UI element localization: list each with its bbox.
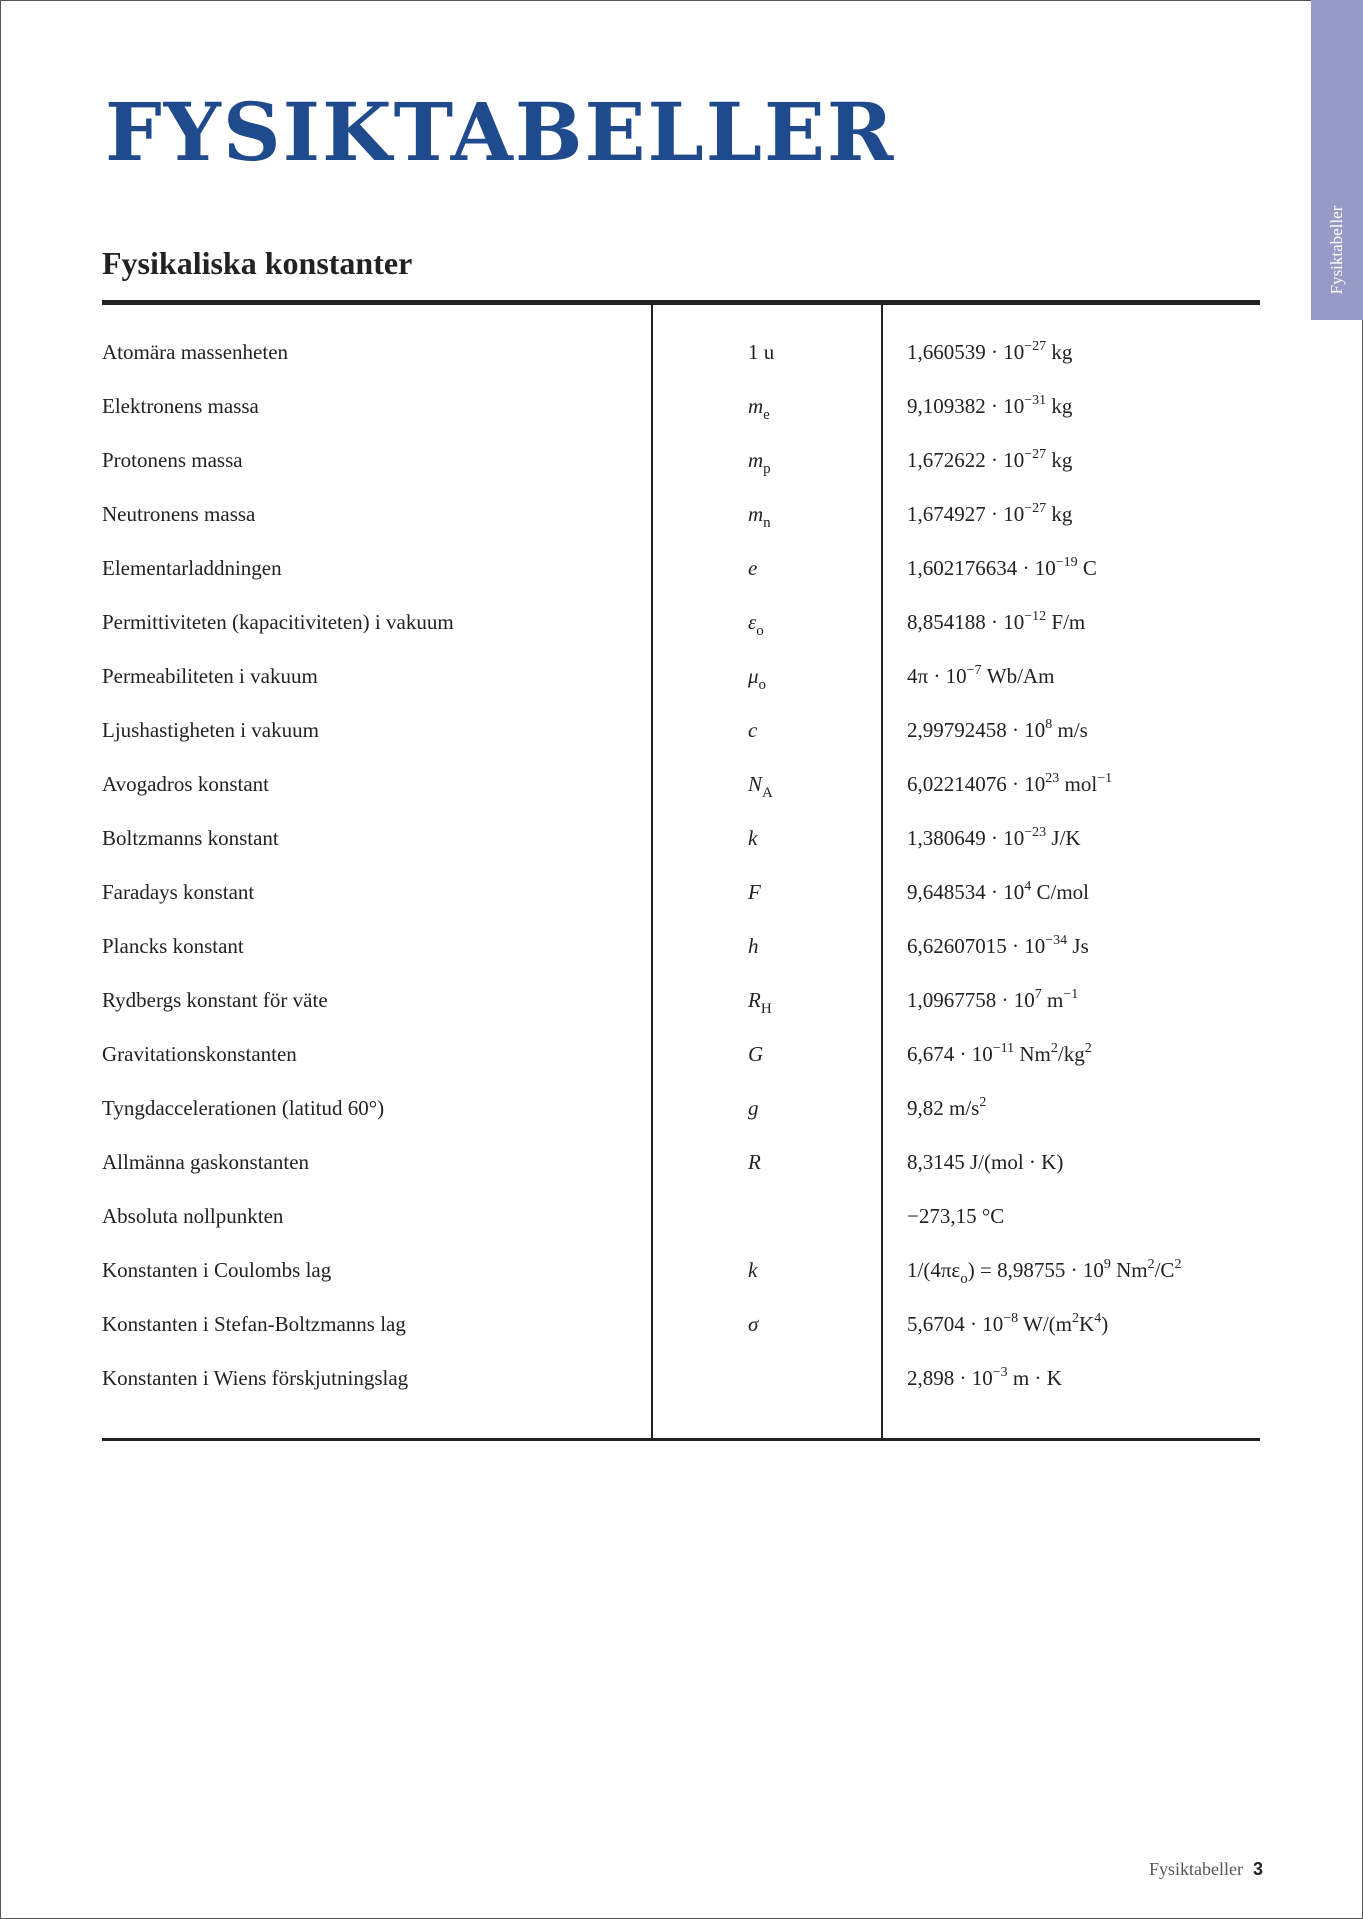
constant-name: Konstanten i Wiens förskjutningslag <box>102 1366 409 1390</box>
footer-label: Fysiktabeller <box>1149 1859 1243 1879</box>
constant-value: $2,898 \cdot 10^{-3}$ m · K <box>907 1365 1062 1390</box>
constant-symbol: k <box>748 1258 758 1282</box>
page-number: 3 <box>1252 1859 1263 1879</box>
table-row <box>102 442 1260 496</box>
table-row <box>102 550 1260 604</box>
constant-symbol: $N_A$ <box>748 772 773 801</box>
table-row <box>102 712 1260 766</box>
constant-name: Konstanten i Coulombs lag <box>102 1258 332 1282</box>
table-row <box>102 334 1260 388</box>
constant-value: $1,672622 \cdot 10^{-27}$ kg <box>907 447 1073 472</box>
constant-value: $2,99792458 \cdot 10^8$ m/s <box>907 717 1088 742</box>
constant-name: Absoluta nollpunkten <box>102 1204 284 1228</box>
table-row <box>102 928 1260 982</box>
table-row <box>102 874 1260 928</box>
constant-name: Konstanten i Stefan-Boltzmanns lag <box>102 1312 406 1336</box>
constant-name: Avogadros konstant <box>102 772 270 796</box>
constant-name: Rydbergs konstant för väte <box>102 988 328 1012</box>
table-row <box>102 1144 1260 1198</box>
constant-name: Neutronens massa <box>102 502 256 526</box>
constant-symbol: $m_p$ <box>748 448 771 477</box>
table-row <box>102 1306 1260 1360</box>
constant-name: Elektronens massa <box>102 394 259 418</box>
constant-value: $1,0967758 \cdot 10^7$ $m^{-1}$ <box>907 987 1079 1012</box>
constant-name: Permeabiliteten i vakuum <box>102 664 318 688</box>
constant-value: $6,62607015 \cdot 10^{-34}$ Js <box>907 933 1089 958</box>
table-row <box>102 658 1260 712</box>
constant-value: $9,648534 \cdot 10^4$ C/mol <box>907 879 1090 904</box>
constant-symbol: k <box>748 826 758 850</box>
table-row <box>102 766 1260 820</box>
constant-value: $1,674927 \cdot 10^{-27}$ kg <box>907 501 1073 526</box>
page-footer <box>1149 1859 1263 1880</box>
table-row <box>102 388 1260 442</box>
table-row <box>102 982 1260 1036</box>
constant-name: Faradays konstant <box>102 880 255 904</box>
constants-table <box>102 334 1260 1414</box>
table-row <box>102 1198 1260 1252</box>
table-row <box>102 1360 1260 1414</box>
table-top-rule <box>102 300 1260 305</box>
constant-value: $4\pi \cdot 10^{-7}$ Wb/Am <box>907 663 1055 688</box>
side-tab <box>1311 0 1363 320</box>
constant-name: Tyngdaccelerationen (latitud 60°) <box>102 1096 385 1120</box>
table-row <box>102 820 1260 874</box>
constant-symbol: $m_e$ <box>748 394 770 423</box>
side-tab-label: Fysiktabeller <box>1327 205 1346 295</box>
table-row <box>102 1090 1260 1144</box>
constant-value: $6,02214076 \cdot 10^{23}$ mol$^{-1}$ <box>907 771 1113 796</box>
constant-symbol: $\mu_o$ <box>748 664 767 693</box>
constant-value: 9,82 $m/s^2$ <box>907 1095 987 1120</box>
constant-value: $1,380649 \cdot 10^{-23}$ J/K <box>907 825 1081 850</box>
constant-symbol: F <box>748 880 761 904</box>
table-row <box>102 1252 1260 1306</box>
constant-symbol: h <box>748 934 759 958</box>
constant-value: $5,6704 \cdot 10^{-8}$ $W/(m^2K^4)$ <box>907 1311 1109 1336</box>
section-title: Fysikaliska konstanter <box>102 245 413 281</box>
constant-symbol: $m_n$ <box>748 502 771 531</box>
constant-name: Boltzmanns konstant <box>102 826 279 850</box>
constant-name: Elementarladdningen <box>102 556 282 580</box>
constant-symbol: 1 u <box>748 340 775 364</box>
constant-symbol: G <box>748 1042 764 1066</box>
constant-name: Atomära massenheten <box>102 340 289 364</box>
constant-symbol: g <box>748 1096 759 1120</box>
constant-name: Permittiviteten (kapacitiviteten) i vakuum <box>102 610 454 634</box>
table-row <box>102 496 1260 550</box>
constant-value: $9,109382 \cdot 10^{-31}$ kg <box>907 393 1073 418</box>
constant-name: Gravitationskonstanten <box>102 1042 297 1066</box>
constant-symbol: R <box>748 1150 761 1174</box>
constant-name: Ljushastigheten i vakuum <box>102 718 319 742</box>
constant-value: $1/(4\pi\varepsilon_o) = 8,98755 \cdot 10^9$ $Nm^2/C^2$ <box>907 1257 1182 1287</box>
table-row <box>102 604 1260 658</box>
constant-value: $6,674 \cdot 10^{-11}$ $Nm^2/kg^2$ <box>907 1041 1092 1066</box>
page-title: FYSIKTABELLER <box>105 85 896 179</box>
constant-value: $1,602176634 \cdot 10^{-19}$ C <box>907 555 1097 580</box>
constant-symbol: c <box>748 718 758 742</box>
constant-value: $8,854188 \cdot 10^{-12}$ F/m <box>907 609 1086 634</box>
constant-symbol: σ <box>748 1312 759 1336</box>
constant-name: Plancks konstant <box>102 934 244 958</box>
constant-value: 8,3145 J/(mol · K) <box>907 1150 1064 1174</box>
table-row <box>102 1036 1260 1090</box>
constant-symbol: $R_H$ <box>748 988 772 1017</box>
constant-value: −273,15 °C <box>907 1204 1005 1228</box>
constant-symbol: $\varepsilon_o$ <box>748 610 764 639</box>
constant-name: Protonens massa <box>102 448 243 472</box>
constant-name: Allmänna gaskonstanten <box>102 1150 310 1174</box>
table-bottom-rule <box>102 1438 1260 1441</box>
constant-value: $1,660539 \cdot 10^{-27}$ kg <box>907 339 1073 364</box>
constant-symbol: e <box>748 556 758 580</box>
